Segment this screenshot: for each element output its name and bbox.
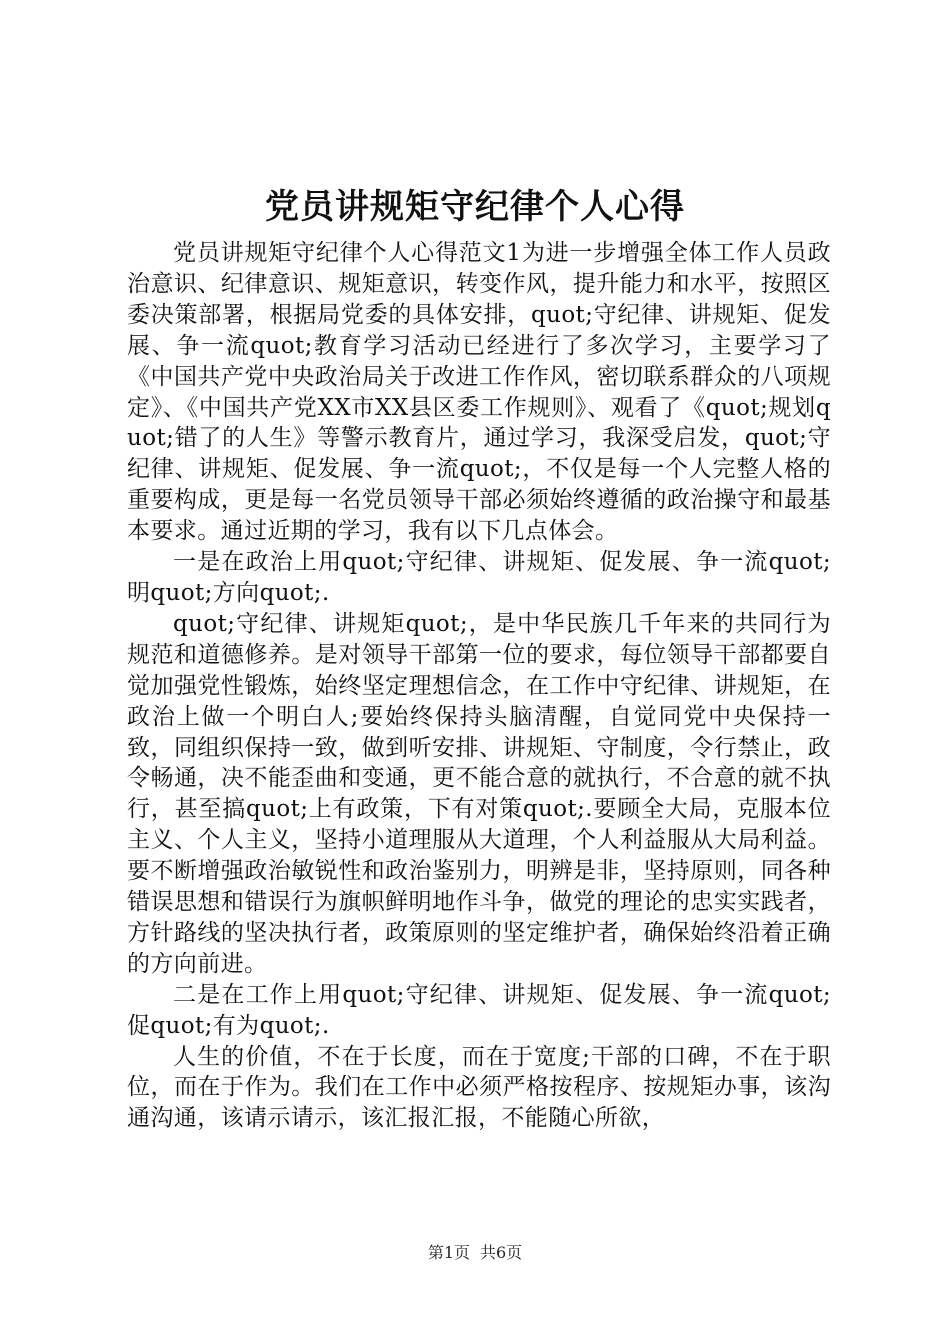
document-title: 党员讲规矩守纪律个人心得 (265, 187, 685, 227)
body-paragraph: 一是在政治上用quot;守纪律、讲规矩、促发展、争一流quot;明quot;方向quot;. (127, 549, 831, 606)
body-paragraph: 党员讲规矩守纪律个人心得范文1为进一步增强全体工作人员政治意识、纪律意识、规矩意识，转变作风，提升能力和水平，按照区委决策部署，根据局党委的具体安排，quot;守纪律、讲规矩、促发展、争一流quot;教育学习活动已经进行了多次学习，主要学习了《中国共产党中央政治局关于改进工作作风，密切联系群众的八项规定》、《中国共产党XX市XX县区委工作规则》、观看了《quot;规划quot;错了的人生》等警示教育片，通过学习，我深受启发，quot;守纪律、讲规矩、促发展、争一流quot;，不仅是每一个人完整人格的重要构成，更是每一名党员领导干部必须始终遵循的政治操守和最基本要求。通过近期的学习，我有以下几点体会。 (127, 240, 831, 545)
page-total: 共6页 (480, 1243, 523, 1262)
page-footer (0, 1242, 950, 1264)
page-number: 第1页 (427, 1243, 470, 1262)
body-paragraph: 二是在工作上用quot;守纪律、讲规矩、促发展、争一流quot;促quot;有为quot;. (127, 981, 831, 1039)
body-paragraph: 人生的价值，不在于长度，而在于宽度;干部的口碑，不在于职位，而在于作为。我们在工作中必须严格按程序、按规矩办事，该沟通沟通，该请示请示，该汇报汇报，不能随心所欲， (127, 1043, 831, 1132)
document-body (127, 238, 831, 1134)
body-paragraph: quot;守纪律、讲规矩quot;，是中华民族几千年来的共同行为规范和道德修养。是对领导干部第一位的要求，每位领导干部都要自觉加强党性锻炼，始终坚定理想信念，在工作中守纪律、讲规矩，在政治上做一个明白人;要始终保持头脑清醒，自觉同党中央保持一致，同组织保持一致，做到听安排、讲规矩、守制度，令行禁止，政令畅通，决不能歪曲和变通，更不能合意的就执行，不合意的就不执行，甚至搞quot;上有政策，下有对策quot;.要顾全大局，克服本位主义、个人主义，坚持小道理服从大道理，个人利益服从大局利益。要不断增强政治敏锐性和政治鉴别力，明辨是非，坚持原则，同各种错误思想和错误行为旗帜鲜明地作斗争，做党的理论的忠实实践者，方针路线的坚决执行者，政策原则的坚定维护者，确保始终沿着正确的方向前进。 (127, 610, 831, 977)
